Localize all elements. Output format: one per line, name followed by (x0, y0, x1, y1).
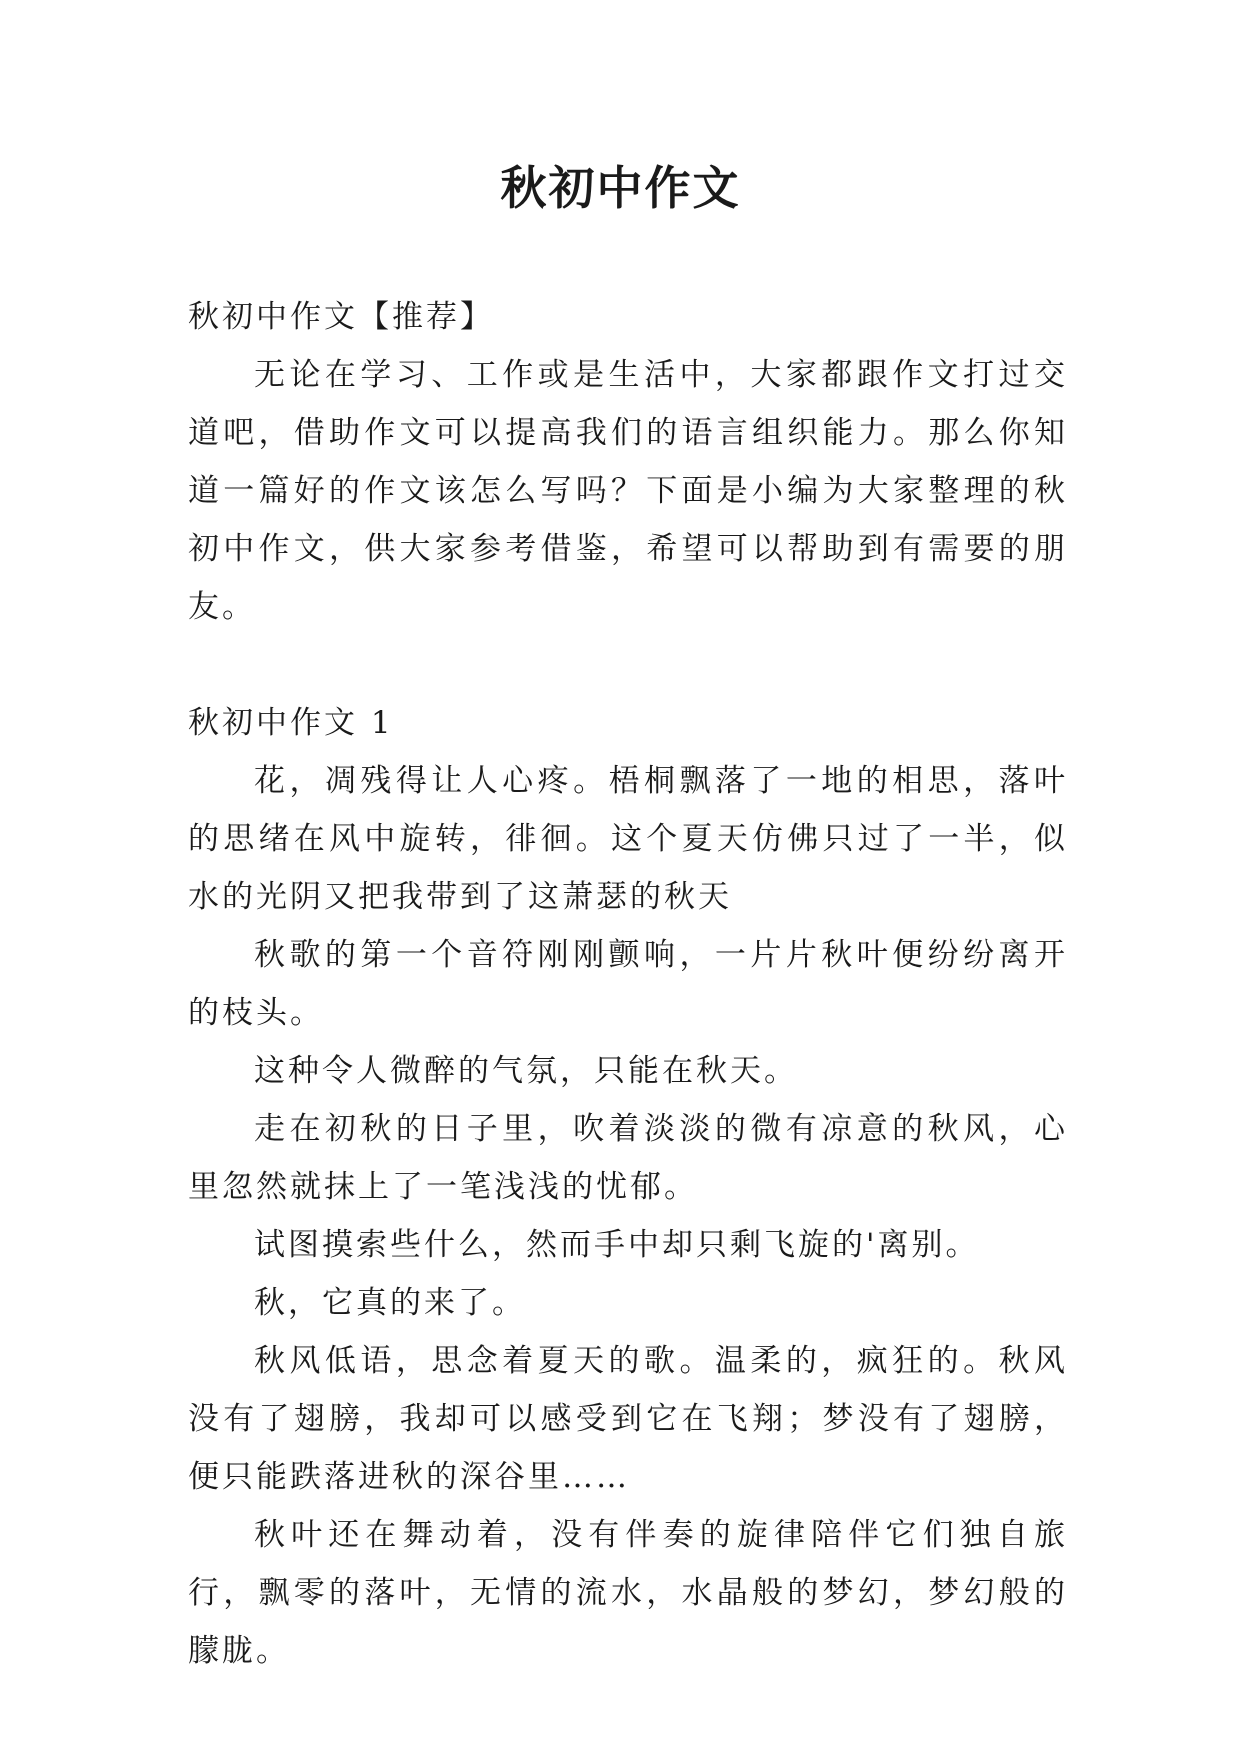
intro-heading: 秋初中作文【推荐】 (188, 299, 494, 335)
section-heading: 秋初中作文 1 (188, 705, 394, 741)
paragraph: 秋，它真的来了。 (254, 1285, 526, 1321)
paragraph: 花，凋残得让人心疼。梧桐飘落了一地的相思，落叶的思绪在风中旋转，徘徊。这个夏天仿佛只过了一半，似水的光阴又把我带到了这萧瑟的秋天 (188, 763, 1068, 915)
paragraph: 试图摸索些什么，然而手中却只剩飞旋的'离别。 (254, 1227, 980, 1263)
paragraph: 秋风低语，思念着夏天的歌。温柔的，疯狂的。秋风没有了翅膀，我却可以感受到它在飞翔；梦没有了翅膀，便只能跌落进秋的深谷里…… (188, 1343, 1068, 1495)
document-title: 秋初中作文 (500, 161, 741, 215)
section-spacer (188, 636, 1068, 694)
paragraph: 这种令人微醉的气氛，只能在秋天。 (254, 1053, 798, 1089)
paragraph: 走在初秋的日子里，吹着淡淡的微有凉意的秋风，心里忽然就抹上了一笔浅浅的忧郁。 (188, 1111, 1068, 1205)
intro-paragraph: 无论在学习、工作或是生活中，大家都跟作文打过交道吧，借助作文可以提高我们的语言组织能力。那么你知道一篇好的作文该怎么写吗？下面是小编为大家整理的秋初中作文，供大家参考借鉴，希望可以帮助到有需要的朋友。 (188, 357, 1068, 625)
paragraph: 秋叶还在舞动着，没有伴奏的旋律陪伴它们独自旅行，飘零的落叶，无情的流水，水晶般的梦幻，梦幻般的朦胧。 (188, 1517, 1068, 1669)
document-body (188, 288, 1068, 1680)
paragraph: 秋歌的第一个音符刚刚颤响，一片片秋叶便纷纷离开的枝头。 (188, 937, 1068, 1031)
